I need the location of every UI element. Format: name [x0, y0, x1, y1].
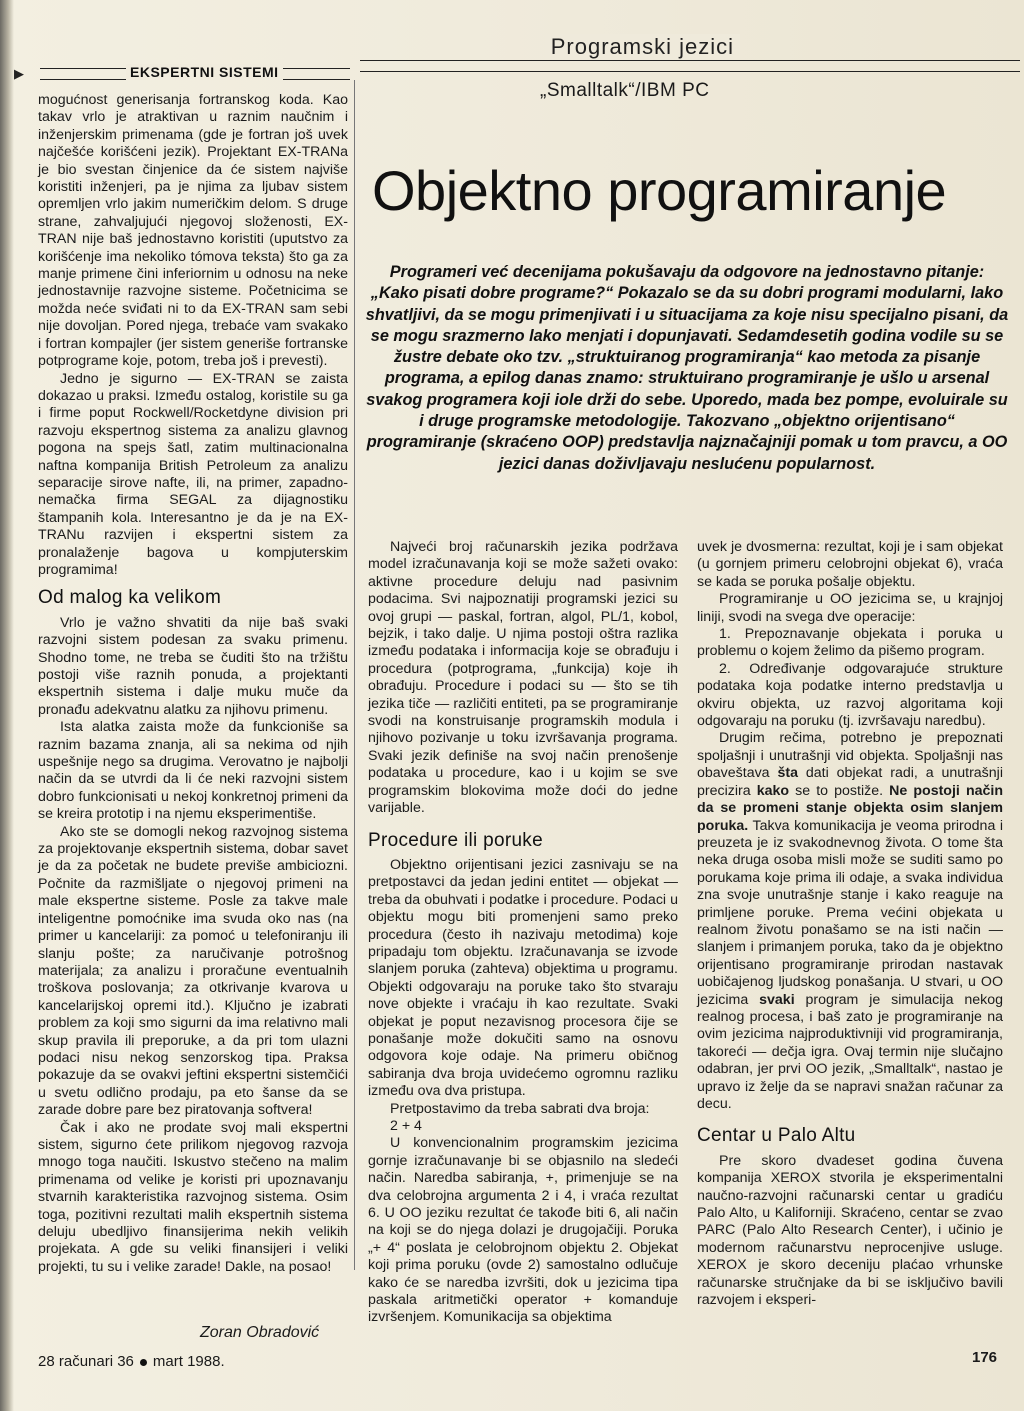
- section-title: Programski jezici: [545, 34, 740, 60]
- paragraph: mogućnost generisanja fortranskog koda. Kao takav vrlo je atraktivan u raznim naučnim i inženjerskim primenama (gde je fortran još uvek najčešće korišćeni jezik). Projektant EX-TRANa je bio svestan činjenice da će sistem najviše koristiti inženjeri, pa je njima za ljubav sistem opremljen vrlo jakim numeričkim delom. S druge strane, zahvaljujući njegovoj složenosti, EX-TRAN nije baš jednostavno koristiti (uputstvo za korišćenje ima nekoliko tómova teksta) što ga za manje primene čini inferiornim u odnosu na neke jednostavnije razvojne sisteme. Početnicima se možda neće sviđati ni to da EX-TRAN sam sebi nije dovoljan. Pored njega, trebaće vam svakako i fortran kompajler (jer sistem generiše fortranske potprograme koje, potom, treba još i prevesti).: [38, 92, 348, 370]
- arrow-icon: ▶: [14, 66, 24, 81]
- page-footer-left: [38, 1353, 225, 1370]
- left-column: [38, 92, 348, 1276]
- paragraph: Najveći broj računarskih jezika podržava model izračunavanja koji se može sažeti ovako: aktivne procedure deluju nad pasivnim podacima. Svi najpoznatiji programski jezici su ovoj grupi — paskal, fortran, algol, PL/1, kobol, bejzik, i tako dalje. U njima postoji oštra razlika između podataka i informacija koje se obrađuju i procedura (potprograma, „funkcija) koje ih obrađuju. Procedure i podaci su — što se tih jezika tiče — različiti entiteti, pa se programiranje svodi na konstruisanje programskih modula i njihovo pozivanje u toku izvršavanja programa. Svaki jezik definiše na svoj način prenošenje podataka u procedure, kao i u kojim se sve programskim blokovima može doći do jedne varijable.: [368, 539, 678, 817]
- bold-statement: Ne postoji način da se promeni stanje objekta osim slanjem poruka.: [697, 782, 1003, 834]
- subheading: Od malog ka velikom: [38, 587, 222, 609]
- page-number: 176: [972, 1349, 998, 1366]
- article-lead: Programeri već decenijama pokušavaju da odgovore na jednostavno pitanje: „Kako pisati dobre programe?“ Pokazalo se da su dobri programi modularni, lako shvatljivi, da se mogu primenjivati i u situacijama za koje nisu specijalno pisani, da se mogu srazmerno lako menjati i dopunjavati. Sedamdesetih godina vodile su se žustre debate oko tzv. „struktuiranog programiranja“ kao metoda za pisanje programa, a epilog danas znamo: struktuirano programiranje je ušlo u arsenal svakog programera koji iole drži do sebe. Uporedo, mada bez pompe, evoluirale su i druge programske metodologije. Takozvano „objektno orijentisano“ programiranje (skraćeno OOP) predstavlja najznačajniji pomak u tom pravcu, a OO jezici danas doživljavaju neslućenu popularnost.: [365, 263, 1009, 473]
- list-item: 2. Određivanje odgovarajuće strukture podataka koja podatke interno predstavlja u okviru objekta, uz razvoj algoritama koji odgovaraju na poruku (tj. izvršavaju naredbu).: [697, 660, 1003, 730]
- footer-issue: 28 računari 36: [38, 1353, 134, 1370]
- bullet-icon: [140, 1359, 147, 1366]
- list-item: 1. Prepoznavanje objekata i poruka u problemu o kojem želimo da pišemo program.: [697, 626, 1003, 660]
- right-column: [697, 539, 1003, 1309]
- paragraph: U konvencionalnim programskim jezicima gornje izračunavanje bi se objasnilo na sledeći način. Naredba sabiranja, +, primenjuje se na dva celobrojna argumenta 2 i 4, i vraća rezultat 6. U OO jeziku rezultat će takođe biti 6, ali način na koji se do njega dolazi je drugojačiji. Poruka „+ 4“ poslata je celobrojnom objektu 2. Objekat koji prima poruku (ovde 2) samostalno odlučuje kako će se naredba izvršiti, dok u jezicima tipa paskala aritmetički operator + komanduje izvršenjem. Komunikacija sa objektima: [368, 1135, 678, 1326]
- paragraph: Programiranje u OO jezicima se, u krajnjoj liniji, svodi na svega dve operacije:: [697, 591, 1003, 625]
- formula: 2 + 4: [390, 1118, 422, 1134]
- header-rule: [360, 60, 1020, 72]
- paragraph: Čak i ako ne prodate svoj mali ekspertni sistem, sigurno ćete prilikom njegovog razvoja mnogo toga naučiti. Iskustvo stečeno na malim primenama od velike je koristi pri upoznavanju stvarnih karakteristika razvojnog sistema. Osim toga, pozitivni rezultati malih ekspertnih sistema deluju ubedljivo finansijerima nekih velikih projekata. A gde su veliki finansijeri i veliki projekti, tu su i velike zarade! Dakle, na posao!: [38, 1119, 348, 1275]
- section-label: EKSPERTNI SISTEMI: [126, 64, 283, 80]
- article-headline: Objektno programiranje: [372, 159, 947, 222]
- paragraph: Pre skoro dvadeset godina čuvena kompanija XEROX stvorila je eksperimentalni naučno-razvojni računarski centar u gradiću Palo Alto, u Kaliforniji. Skraćeno, centar se zvao PARC (Palo Alto Research Center), i učinio je modernom računarstvu neprocenjive usluge. XEROX je skoro deceniju plaćao vrhunske računarske stručnjake da bi se isključivo bavili razvojem i eksperi-: [697, 1152, 1003, 1309]
- footer-date: mart 1988.: [152, 1353, 225, 1370]
- page-edge-shadow: [0, 0, 14, 1411]
- paragraph: Drugim rečima, potrebno je prepoznati spoljašnji i unutrašnji vid objekta. Spoljašnji nas obaveštava šta dati objekat radi, a unutrašnji precizira kako se to postiže. Ne postoji način da se promeni stanje objekta osim slanjem poruka. Takva komunikacija je veoma prirodna i preuzeta je iz svakodnevnog života. O tome šta neka druga osoba misli može se suditi samo po porukama koje prima ili odaje, a svaka individua zna svoje unutrašnje stanje i kako reaguje na primljene poruke. Prema većini objekata u realnom životu ponašamo se na isti način — slanjem i primanjem poruka, tako da je objektno orijentisano programiranje prirodan nastavak uobičajenog ljudskog ponašanja. U stvari, u OO jezicima svaki program je simulacija nekog realnog procesa, i baš zato je programiranje na ovim jezicima najproduktivniji vid programiranja, takoreći — dečja igra. Ovaj termin nije slučajno odabran, jer prvi OO jezik, „Smalltalk“, nastao je upravo iz želje da se napravi snažan računar za decu.: [697, 730, 1004, 1112]
- paragraph: Objektno orijentisani jezici zasnivaju se na pretpostavci da jedan jedini entitet — objekat — treba da obuhvati i podatke i procedure. Podaci u objektu mogu biti promenjeni samo preko procedura (često ih nazivaju metodima) koje pripadaju tom objektu. Izračunavanja se izvode slanjem poruka (zahteva) objektima u programu. Objekti odgovaraju na poruke tako što stvaraju nove objekte i vraćaju ih kao rezultate. Svaki objekat je poput nezavisnog procesora čije se ponašanje može dokučiti samo na osnovu odgovora koje odaje. Na primeru običnog sabiranja dva broja uvidećemo ogromnu razliku između ova dva pristupa.: [368, 856, 678, 1100]
- middle-column: [368, 539, 678, 1327]
- bold-term: šta: [777, 765, 798, 782]
- paragraph: Ista alatka zaista može da funkcioniše sa raznim bazama znanja, ali sa nekima od njih uspešnije nego sa drugima. Verovatno je najbolji način da se utvrdi da li će neki razvojni sistem dobro funkcionisati u nekoj konkretnoj primeni da se kreira prototip i na njemu eksperimentiše.: [38, 719, 348, 823]
- right-section-header: [360, 34, 1020, 74]
- paragraph: Pretpostavimo da treba sabrati dva broja:: [390, 1100, 650, 1117]
- column-divider: [354, 80, 355, 1270]
- article-subtitle: „Smalltalk“/IBM PC: [540, 80, 710, 101]
- paragraph: uvek je dvosmerna: rezultat, koji je i sam objekat (u gornjem primeru celobrojni objekat 6), vraća se kada se poruka pošalje objektu.: [697, 539, 1003, 590]
- paragraph: Jedno je sigurno — EX-TRAN se zaista dokazao u praksi. Između ostalog, koristile su ga i firme poput Rockwell/Rocketdyne division pri razvoju ekspertnog sistema za analizu glavnog pogona na spejs šatl, zatim multinacionalna naftna kompanija British Petroleum za analizu separacije sirove nafte, ili, na primer, zapadno-nemačka firma SEGAL za dijagnostiku štampanih kola. Interesantno je da je na EX-TRANu razvijen i ekspertni sistem za pronalaženje bagova u kompjuterskim programima!: [38, 370, 348, 578]
- author-signature: Zoran Obradović: [200, 1324, 320, 1341]
- left-section-header: [14, 62, 358, 86]
- subheading: Procedure ili poruke: [368, 829, 543, 851]
- paragraph: Vrlo je važno shvatiti da nije baš svaki razvojni sistem podesan za svaku primenu. Shodno tome, ne treba se čuditi što na tržištu postoji više raznih ponuda, a projektanti ekspertnih sistema i dalje muku muče da pronađu adekvatnu alatku za njihovu primenu.: [38, 614, 348, 718]
- subheading: Centar u Palo Altu: [697, 1125, 856, 1147]
- bold-term: kako: [756, 782, 790, 799]
- paragraph: Ako ste se domogli nekog razvojnog sistema za projektovanje ekspertnih sistema, dobar savet je da za početak ne budete previše ambiciozni. Počnite da razmišljate o njegovoj primeni na male ekspertne sisteme. Posle za takve male inteligentne pomoćnike ima svuda oko nas (na primer u kancelariji: za pomoć u telefoniranju ili slanju pošte; za naručivanje potrošnog materijala; za analizu i proračune eventualnih troškova poslovanja; za otkrivanje kvarova u kancelarijskoj opremi itd.). Ključno je izabrati problem za koji smo sigurni da ima relativno mali skup pravila ili preporuke, a da pri tom ulazni podaci nisu nekog senzorskog tipa. Praksa pokazuje da se ovakvi jeftini ekspertni sistemčići u svetu odlično prodaju, pa eto šanse da se zarade dobre pare bez piratovanja softvera!: [38, 823, 348, 1119]
- bold-term: svaki: [759, 991, 795, 1008]
